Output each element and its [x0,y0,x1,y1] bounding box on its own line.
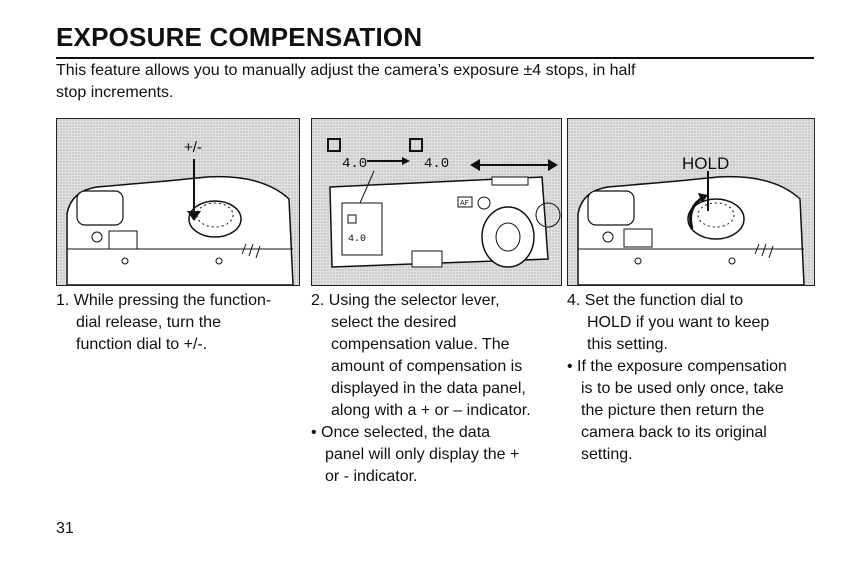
figure-hold-dial [567,118,815,286]
step-2-line: select the desired [331,314,457,331]
step-4 [567,290,817,466]
step-2-line: 2. Using the selector lever, [311,292,500,309]
fig3-label: HOLD [682,154,730,173]
step-4-bullet-line: is to be used only once, take [581,380,784,397]
step-1-line: dial release, turn the [76,314,221,331]
fig2-display-left: 4.0 [342,156,368,172]
fig2-display-small: 4.0 [348,234,367,245]
step-4-line: HOLD if you want to keep [587,314,770,331]
step-4-line: this setting. [587,336,668,353]
figure-selector-lever [311,118,562,286]
intro-line-2: stop increments. [56,84,174,101]
intro-line-1: This feature allows you to manually adjust the camera’s exposure ±4 stops, in half [56,62,636,79]
figure-function-dial [56,118,300,286]
step-2-line: amount of compensation is [331,358,523,375]
step-2-line: displayed in the data panel, [331,380,526,397]
fig2-af-label: AF [460,200,469,207]
step-2-line: along with a + or – indicator. [331,402,531,419]
step-2-bullet-line: panel will only display the + [325,446,520,463]
step-2-bullet-line: or - indicator. [325,468,418,485]
step-4-bullet-line: • If the exposure compensation [567,358,787,375]
page-title: EXPOSURE COMPENSATION [56,22,423,52]
step-4-bullet-line: the picture then return the [581,402,765,419]
step-4-line: 4. Set the function dial to [567,292,744,309]
step-1-line: function dial to +/-. [76,336,208,353]
page-number: 31 [56,520,74,537]
fig2-display-right: 4.0 [424,156,450,172]
title-rule [56,57,814,59]
step-2 [311,290,561,488]
step-2-line: compensation value. The [331,336,510,353]
fig1-label: +/- [184,139,202,156]
step-1 [56,290,301,356]
step-4-bullet-line: setting. [581,446,633,463]
intro-text [56,60,756,104]
step-2-bullet-line: • Once selected, the data [311,424,491,441]
step-4-bullet-line: camera back to its original [581,424,767,441]
step-1-line: 1. While pressing the function- [56,292,272,309]
